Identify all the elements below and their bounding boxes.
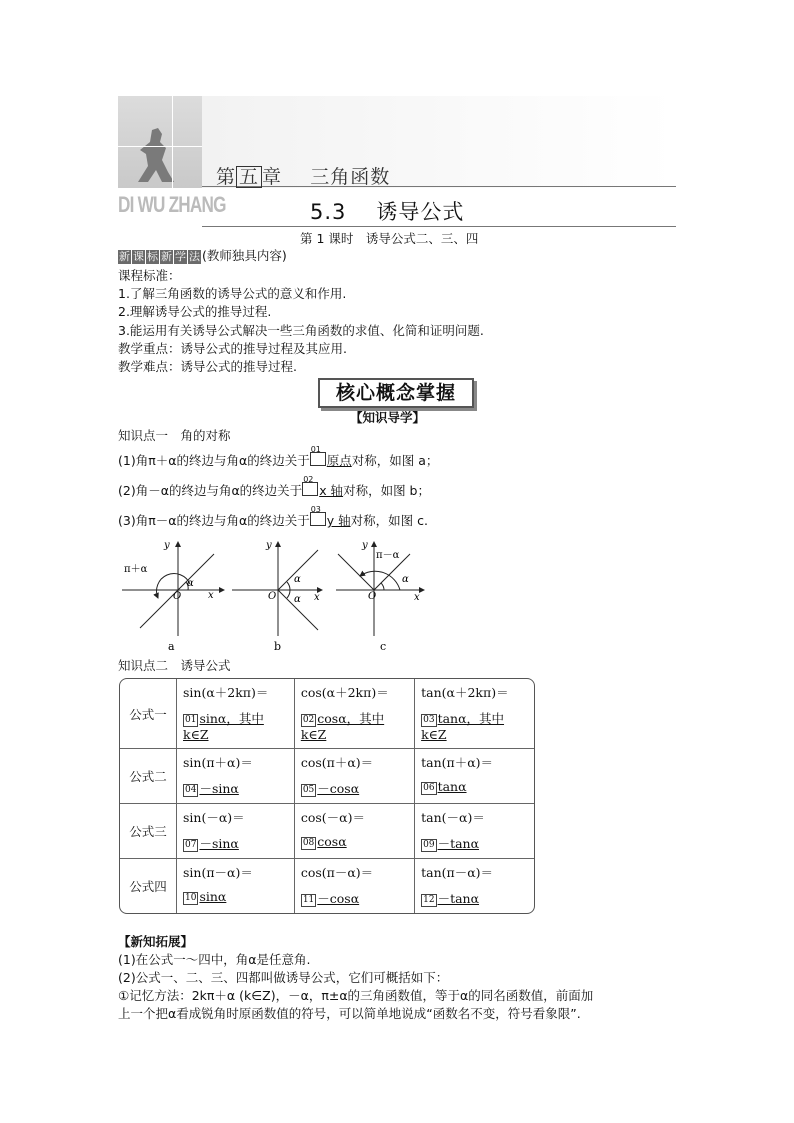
standard-title: 课程标准： xyxy=(118,268,181,283)
formula-table xyxy=(119,678,535,914)
lesson-title: 第 1 课时 诱导公式二、三、四 xyxy=(300,231,479,246)
guide-title: 【知识导学】 xyxy=(350,410,426,425)
table-cell: cos(α＋2kπ)＝ 02 cosα，其中 k∈Z xyxy=(294,679,414,749)
blank-box: 03 xyxy=(310,512,326,526)
x-label: x xyxy=(314,592,320,603)
section-title: 5.3 诱导公式 xyxy=(310,200,465,224)
table-row xyxy=(120,804,534,859)
x-label: x xyxy=(414,592,420,603)
figure-c xyxy=(336,540,424,636)
key-point: 教学重点：诱导公式的推导过程及其应用. xyxy=(118,341,347,356)
table-cell: tan(π＋α)＝ 06 tanα xyxy=(415,749,534,804)
table-row xyxy=(120,749,534,804)
blank-box: 02 xyxy=(302,482,318,496)
neg-alpha-label: α xyxy=(294,594,301,605)
table-cell: cos(－α)＝ 08 cosα xyxy=(294,804,414,859)
core-concept-banner: 核心概念掌握 xyxy=(318,378,474,408)
table-cell: sin(π－α)＝ 10 sinα xyxy=(177,859,295,913)
kp1-item-3: (3)角π－α的终边与角α的终边关于 03 y 轴对称，如图 c. xyxy=(118,505,428,528)
row-label: 公式二 xyxy=(120,749,177,804)
ext-line-1: (1)在公式一～四中，角α是任意角. xyxy=(118,952,311,967)
alpha-label: α xyxy=(402,574,409,585)
standard-1: 1.了解三角函数的诱导公式的意义和作用. xyxy=(118,286,347,301)
symmetry-figure xyxy=(118,536,432,652)
chapter-heading: 第 五 章 三角函数 xyxy=(216,166,391,188)
table-cell: cos(π－α)＝ 11 －cosα xyxy=(294,859,414,913)
pi-plus-alpha-label: π＋α xyxy=(124,564,148,575)
y-label: y xyxy=(164,540,170,551)
chapter-pinyin: DI WU ZHANG xyxy=(118,192,226,217)
table-cell: cos(π＋α)＝ 05 －cosα xyxy=(294,749,414,804)
pi-minus-alpha-label: π－α xyxy=(376,550,400,561)
title-rule xyxy=(202,226,676,227)
table-cell: sin(π＋α)＝ 04 －sinα xyxy=(177,749,295,804)
table-cell: tan(－α)＝ 09 －tanα xyxy=(415,804,534,859)
caption-a: a xyxy=(168,640,175,652)
ext-line-4: 上一个把α看成锐角时原函数值的符号，可以简单地说成“函数名不变，符号看象限”. xyxy=(118,1006,581,1021)
table-row xyxy=(120,679,534,749)
kp1-item-1: (1)角π＋α的终边与角α的终边关于 01 原点对称，如图 a； xyxy=(118,445,439,468)
kp1-title: 知识点一 角的对称 xyxy=(118,428,231,443)
caption-b: b xyxy=(274,640,282,652)
table-cell: tan(α＋2kπ)＝ 03 tanα，其中 k∈Z xyxy=(415,679,534,749)
ext-title: 【新知拓展】 xyxy=(118,934,194,949)
origin-label: O xyxy=(173,591,182,602)
kp2-title: 知识点二 诱导公式 xyxy=(118,658,231,673)
row-label: 公式四 xyxy=(120,859,177,913)
y-label: y xyxy=(266,540,272,551)
method-tags: 新 课 标 新 学 法 (教师独具内容) xyxy=(119,248,287,263)
chapter-banner-image xyxy=(118,96,202,188)
standard-2: 2.理解诱导公式的推导过程. xyxy=(118,304,272,319)
figure-a xyxy=(122,540,224,636)
ext-line-2: (2)公式一、二、三、四都叫做诱导公式，它们可概括如下： xyxy=(118,970,449,985)
alpha-label: α xyxy=(294,574,301,585)
standard-3: 3.能运用有关诱导公式解决一些三角函数的求值、化简和证明问题. xyxy=(118,323,484,338)
table-row xyxy=(120,859,534,913)
alpha-label: α xyxy=(187,578,194,589)
table-cell: sin(α＋2kπ)＝ 01 sinα，其中 k∈Z xyxy=(177,679,295,749)
row-label: 公式一 xyxy=(120,679,177,749)
origin-label: O xyxy=(368,591,377,602)
x-label: x xyxy=(208,590,214,601)
origin-label: O xyxy=(268,591,277,602)
table-cell: tan(π－α)＝ 12 －tanα xyxy=(415,859,534,913)
ext-line-3: ①记忆方法：2kπ＋α (k∈Z)，－α，π±α的三角函数值，等于α的同名函数值，前面加 xyxy=(118,988,594,1003)
difficulty: 教学难点：诱导公式的推导过程. xyxy=(118,359,297,374)
y-label: y xyxy=(362,540,368,551)
figure-b xyxy=(232,540,322,636)
caption-c: c xyxy=(380,640,387,652)
blank-box: 01 xyxy=(310,452,326,466)
kp1-item-2: (2)角－α的终边与角α的终边关于 02 x 轴对称，如图 b； xyxy=(118,475,430,498)
table-cell: sin(－α)＝ 07 －sinα xyxy=(177,804,295,859)
row-label: 公式三 xyxy=(120,804,177,859)
